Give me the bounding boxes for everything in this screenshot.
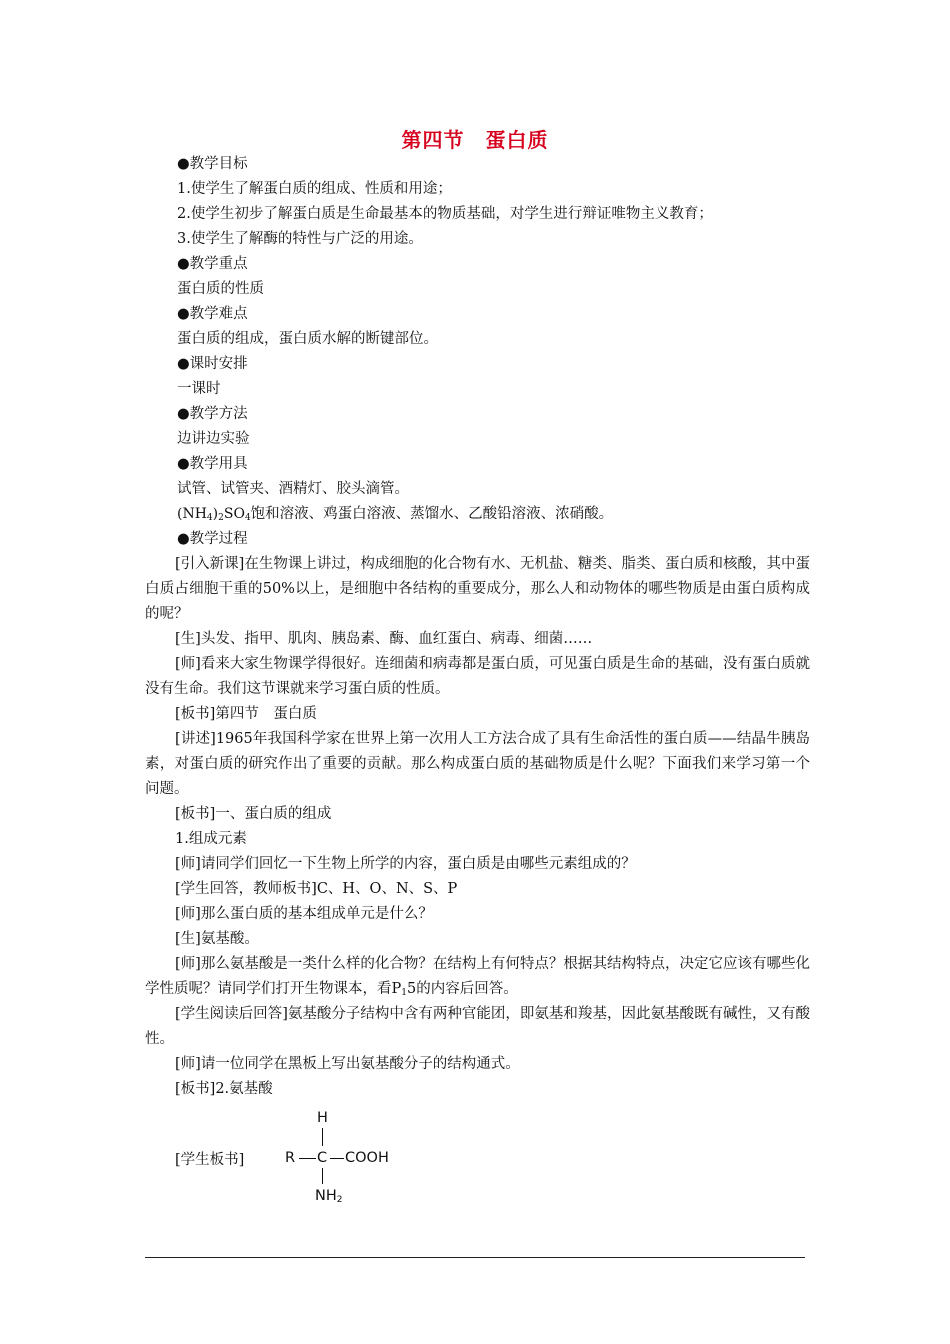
atom-right: COOH xyxy=(345,1150,389,1166)
paragraph: [学生回答，教师板书]C、H、O、N、S、P xyxy=(175,881,458,897)
bond-top xyxy=(322,1128,323,1146)
objective-item: 2.使学生初步了解蛋白质是生命最基本的物质基础，对学生进行辩证唯物主义教育； xyxy=(177,206,713,222)
bond-bottom xyxy=(322,1168,323,1184)
paragraph: [生]头发、指甲、肌肉、胰岛素、酶、血红蛋白、病毒、细菌…… xyxy=(175,631,593,647)
key-point-heading: ●教学重点 xyxy=(177,256,248,272)
page-title: 第四节 蛋白质 xyxy=(401,128,549,152)
paragraph: [生]氨基酸。 xyxy=(175,931,259,947)
objectives-heading: ●教学目标 xyxy=(177,156,248,172)
amino-acid-formula-row xyxy=(145,1108,810,1208)
paragraph: [师]那么蛋白质的基本组成单元是什么？ xyxy=(175,906,433,922)
paragraph-part: [师]那么氨基酸是一类什么样的化合物？在结构上有何特点？根据其结构特点，决定它应该有哪些化学性质呢？请同学们打开生物课本，看P xyxy=(145,956,810,997)
reagent-formula-subscript: 2 xyxy=(218,513,224,523)
paragraph: [板书]2.氨基酸 xyxy=(175,1081,273,1097)
tools-heading: ●教学用具 xyxy=(177,456,248,472)
paragraph: [师]请一位同学在黑板上写出氨基酸分子的结构通式。 xyxy=(175,1056,520,1072)
tools-line-1: 试管、试管夹、酒精灯、胶头滴管。 xyxy=(177,481,409,497)
reagent-formula-part: ) xyxy=(212,506,219,522)
schedule-heading: ●课时安排 xyxy=(177,356,248,372)
atom-bottom xyxy=(315,1184,342,1209)
method-text: 边讲边实验 xyxy=(177,431,250,447)
reagent-list: 饱和溶液、鸡蛋白溶液、蒸馏水、乙酸铅溶液、浓硝酸。 xyxy=(250,506,614,522)
schedule-text: 一课时 xyxy=(177,381,221,397)
paragraph: [学生阅读后回答]氨基酸分子结构中含有两种官能团，即氨基和羧基，因此氨基酸既有碱性，又有酸性。 xyxy=(145,1006,810,1047)
reagent-formula-part: (NH xyxy=(177,506,207,522)
paragraph: [引入新课]在生物课上讲过，构成细胞的化合物有水、无机盐、糖类、脂类、蛋白质和核酸，其中蛋白质占细胞干重的50%以上，是细胞中各结构的重要成分，那么人和动物体的哪些物质是由蛋白质构成的呢？ xyxy=(145,556,810,622)
paragraph xyxy=(145,952,810,1002)
atom-left: R xyxy=(285,1150,296,1166)
objective-item: 3.使学生了解酶的特性与广泛的用途。 xyxy=(177,231,423,247)
paragraph-part: 5的内容后回答。 xyxy=(407,981,518,997)
formula-label: [学生板书] xyxy=(175,1152,245,1168)
reagent-formula-subscript: 4 xyxy=(206,513,213,523)
paragraph: [板书]第四节 蛋白质 xyxy=(175,706,317,722)
reagent-formula-part: SO xyxy=(223,506,245,522)
difficulty-heading: ●教学难点 xyxy=(177,306,248,322)
atom-bottom-subscript: 2 xyxy=(336,1195,343,1205)
paragraph: [师]请同学们回忆一下生物上所学的内容，蛋白质是由哪些元素组成的？ xyxy=(175,856,636,872)
objective-item: 1.使学生了解蛋白质的组成、性质和用途； xyxy=(177,181,452,197)
atom-center: C xyxy=(317,1150,328,1166)
paragraph: [板书]一、蛋白质的组成 xyxy=(175,806,332,822)
paragraph: [讲述]1965年我国科学家在世界上第一次用人工方法合成了具有生命活性的蛋白质——结晶牛胰岛素，对蛋白质的研究作出了重要的贡献。那么构成蛋白质的基础物质是什么呢？下面我们来学习第一个问题。 xyxy=(145,731,810,797)
bond-right xyxy=(330,1158,344,1159)
atom-bottom-text: NH xyxy=(315,1188,337,1204)
tools-line-2 xyxy=(145,502,810,527)
page-subscript: 1 xyxy=(401,988,407,998)
atom-top: H xyxy=(317,1110,328,1126)
amino-acid-structural-formula xyxy=(280,1108,400,1208)
process-heading: ●教学过程 xyxy=(177,531,248,547)
difficulty-text: 蛋白质的组成，蛋白质水解的断键部位。 xyxy=(177,331,438,347)
method-heading: ●教学方法 xyxy=(177,406,248,422)
bond-left xyxy=(299,1158,316,1159)
lesson-plan-body xyxy=(145,152,810,1208)
paragraph: [师]看来大家生物课学得很好。连细菌和病毒都是蛋白质，可见蛋白质是生命的基础，没有蛋白质就没有生命。我们这节课就来学习蛋白质的性质。 xyxy=(145,656,810,697)
footer-divider xyxy=(145,1257,805,1258)
reagent-formula-subscript: 4 xyxy=(244,513,251,523)
key-point-text: 蛋白质的性质 xyxy=(177,281,264,297)
paragraph: 1.组成元素 xyxy=(175,831,247,847)
